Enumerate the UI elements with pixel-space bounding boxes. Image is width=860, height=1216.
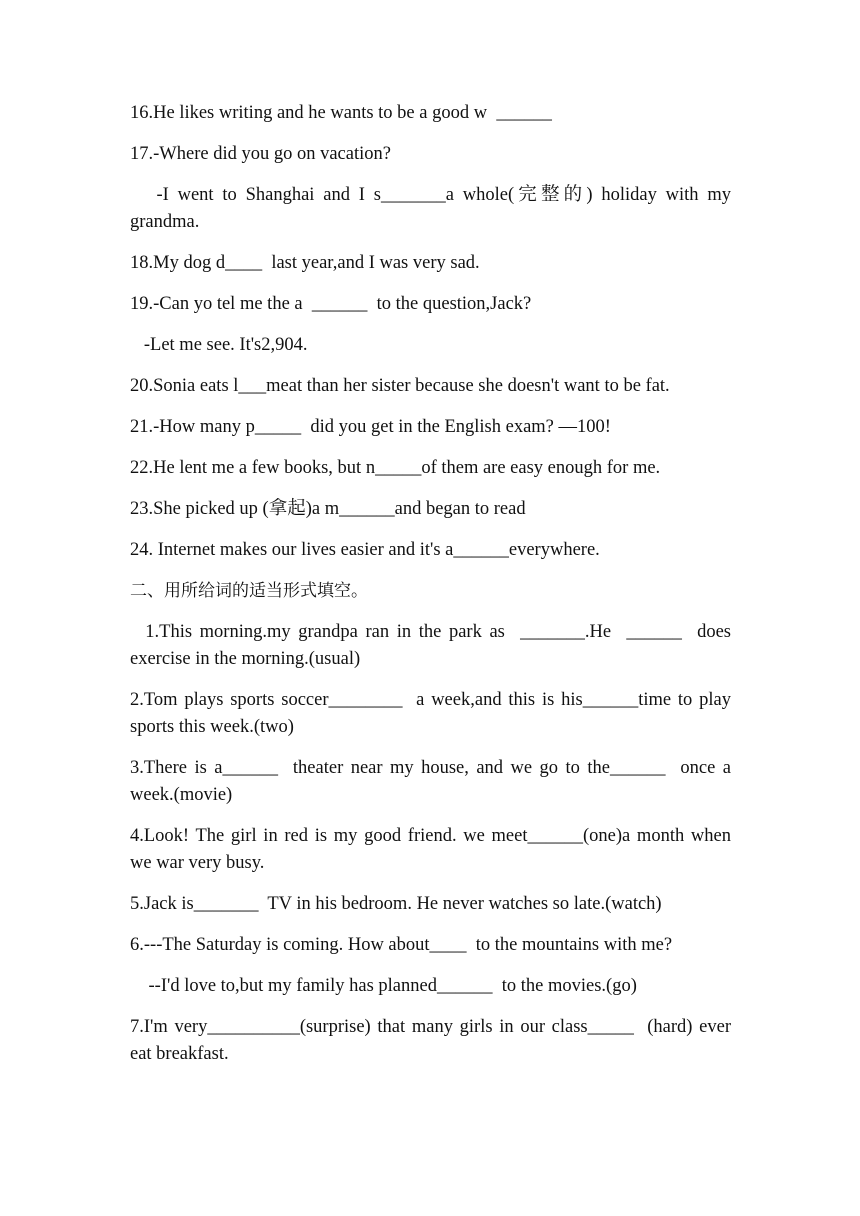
exercise-4: 4.Look! The girl in red is my good friend. we meet______(one)a month when we war very busy.: [130, 826, 736, 873]
question-17-answer: -I went to Shanghai and I s_______a whole(完整的) holiday with my grandma.: [130, 185, 736, 232]
exercise-1: 1.This morning.my grandpa ran in the park as _______.He ______ does exercise in the morning.(usual): [130, 622, 736, 669]
exercise-5: 5.Jack is_______ TV in his bedroom. He never watches so late.(watch): [130, 894, 662, 914]
question-24: 24. Internet makes our lives easier and it's a______everywhere.: [130, 540, 600, 560]
exercise-7: 7.I'm very__________(surprise) that many girls in our class_____ (hard) ever eat breakfast.: [130, 1017, 736, 1064]
exercise-3: 3.There is a______ theater near my house, and we go to the______ once a week.(movie): [130, 758, 736, 805]
question-19-answer: -Let me see. It's2,904.: [130, 335, 308, 355]
question-17: 17.-Where did you go on vacation?: [130, 144, 391, 164]
question-23: 23.She picked up (拿起)a m______and began to read: [130, 499, 526, 519]
question-19: 19.-Can yo tel me the a ______ to the question,Jack?: [130, 294, 532, 314]
question-20: 20.Sonia eats l___meat than her sister because she doesn't want to be fat.: [130, 376, 670, 396]
exercise-6: 6.---The Saturday is coming. How about____ to the mountains with me?: [130, 935, 673, 955]
question-16: 16.He likes writing and he wants to be a good w ______: [130, 103, 552, 123]
question-21: 21.-How many p_____ did you get in the English exam? —100!: [130, 417, 611, 437]
exercise-6-answer: --I'd love to,but my family has planned______ to the movies.(go): [130, 976, 637, 996]
section-heading: 二、用所给词的适当形式填空。: [130, 581, 368, 601]
exercise-2: 2.Tom plays sports soccer________ a week,and this is his______time to play sports this week.(two): [130, 690, 736, 737]
worksheet-page: [130, 100, 736, 1082]
question-22: 22.He lent me a few books, but n_____of them are easy enough for me.: [130, 458, 661, 478]
question-18: 18.My dog d____ last year,and I was very sad.: [130, 253, 480, 273]
